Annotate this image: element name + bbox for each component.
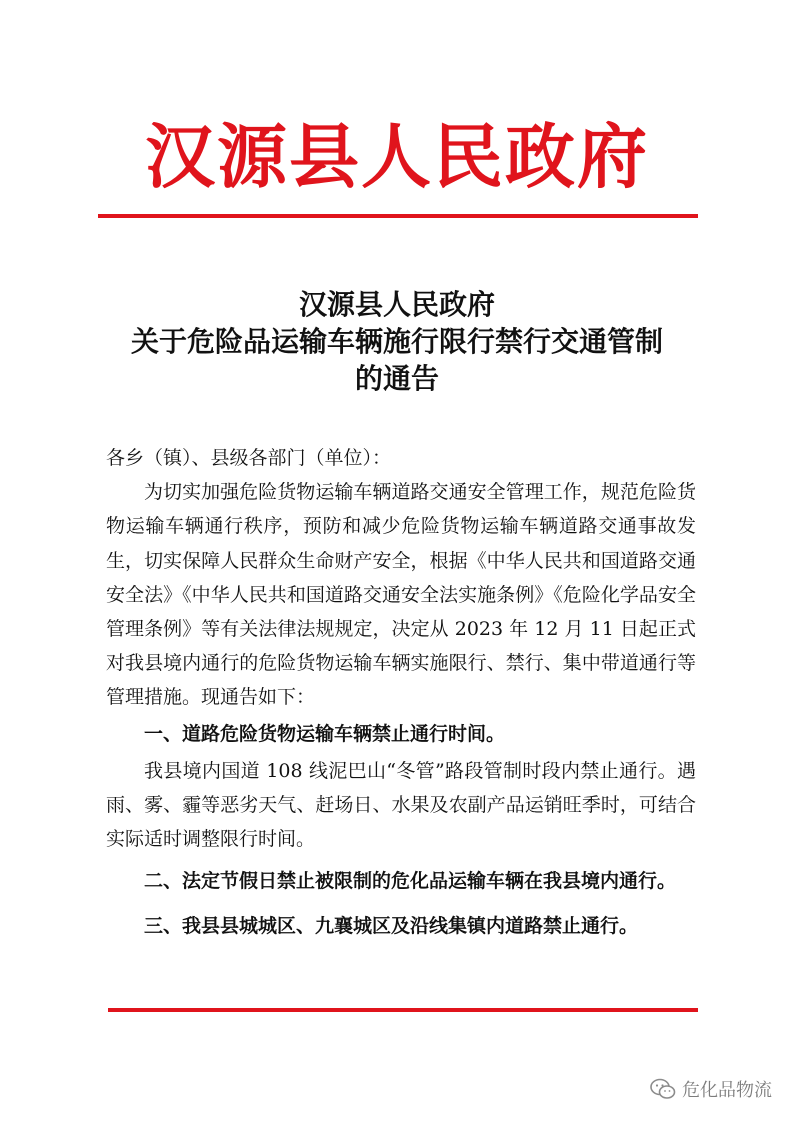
document-body	[106, 441, 696, 946]
wechat-icon	[650, 1078, 676, 1100]
intro-paragraph: 为切实加强危险货物运输车辆道路交通安全管理工作，规范危险货物运输车辆通行秩序，预防和减少危险货物运输车辆道路交通事故发生，切实保障人民群众生命财产安全，根据《中华人民共和国道路交通安全法》《中华人民共和国道路交通安全法实施条例》《危险化学品安全管理条例》等有关法律法规规定，决定从 2023 年 12 月 11 日起正式对我县境内通行的危险货物运输车辆实施限行、禁行、集中带道通行等管理措施。现通告如下：	[106, 481, 696, 709]
document-title	[0, 286, 794, 397]
section-1-text: 我县境内国道 108 线泥巴山“冬管”路段管制时段内禁止通行。遇雨、雾、霾等恶劣天气、赶场日、水果及农副产品运销旺季时，可结合实际适时调整限行时间。	[106, 759, 696, 851]
watermark-text: 危化品物流	[682, 1080, 772, 1101]
title-line-1: 汉源县人民政府	[298, 288, 495, 321]
title-line-2: 关于危险品运输车辆施行限行禁行交通管制	[130, 325, 663, 358]
section-3-heading: 三、我县县城城区、九襄城区及沿线集镇内道路禁止通行。	[144, 915, 639, 938]
title-line-3: 的通告	[354, 362, 439, 395]
header-red-rule	[98, 214, 698, 218]
footer-red-rule	[108, 1008, 698, 1012]
issuing-authority-header: 汉源县人民政府	[145, 115, 649, 198]
section-1-heading: 一、道路危险货物运输车辆禁止通行时间。	[144, 722, 506, 745]
salutation: 各乡（镇）、县级各部门（单位）：	[106, 447, 392, 469]
source-watermark	[650, 1076, 772, 1102]
section-2-heading: 二、法定节假日禁止被限制的危化品运输车辆在我县境内通行。	[144, 870, 677, 893]
